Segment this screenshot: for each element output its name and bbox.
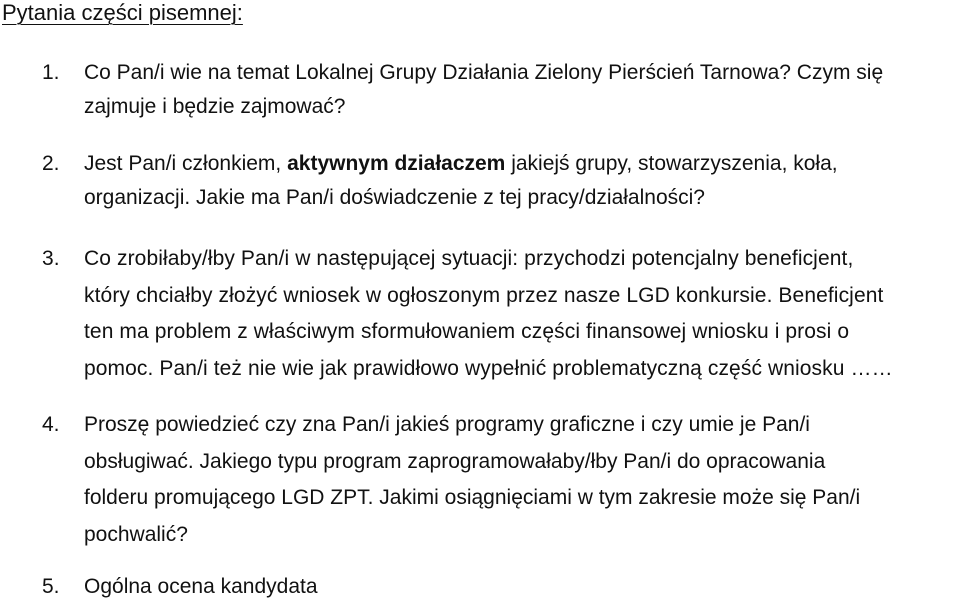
question-number: 1. xyxy=(42,61,60,84)
page-heading: Pytania części pisemnej: xyxy=(2,0,243,25)
question-text-segment: Jest Pan/i członkiem, xyxy=(84,152,288,175)
question-2 xyxy=(42,147,838,215)
question-text-line: pochwalić? xyxy=(84,522,188,546)
question-text-line: Ogólna ocena kandydata xyxy=(84,575,318,598)
question-text-line xyxy=(42,147,838,181)
question-text-line: który chciałby złożyć wniosek w ogłoszonym przez nasze LGD konkursie. Beneficjent xyxy=(84,283,884,307)
question-text-bold: aktywnym działaczem xyxy=(287,152,506,175)
question-text-line: zajmuje i będzie zajmować? xyxy=(84,95,346,118)
question-text-line: Co zrobiłaby/łby Pan/i w następującej sytuacji: przychodzi potencjalny beneficjent, xyxy=(84,247,854,270)
question-text-line: obsługiwać. Jakiego typu program zaprogramowałaby/łby Pan/i do opracowania xyxy=(84,449,826,473)
question-text-line: folderu promującego LGD ZPT. Jakimi osiągnięciami w tym zakresie może się Pan/i xyxy=(84,486,861,509)
question-text-line: Co Pan/i wie na temat Lokalnej Grupy Działania Zielony Pierścień Tarnowa? Czym się xyxy=(84,61,884,84)
question-text-line: pomoc. Pan/i też nie wie jak prawidłowo wypełnić problematyczną część wniosku …… xyxy=(84,356,893,380)
question-number: 4. xyxy=(42,413,60,436)
question-number: 3. xyxy=(42,247,60,270)
question-3 xyxy=(42,241,893,387)
question-number: 5. xyxy=(42,575,60,598)
question-text-segment: jakiejś grupy, stowarzyszenia, koła, xyxy=(505,152,838,175)
question-number: 2. xyxy=(42,152,60,175)
question-text-line: Proszę powiedzieć czy zna Pan/i jakieś programy graficzne i czy umie je Pan/i xyxy=(84,413,810,436)
question-1 xyxy=(42,56,883,124)
question-4 xyxy=(42,407,860,553)
question-text-line: ten ma problem z właściwym sformułowaniem części finansowej wniosku i prosi o xyxy=(84,320,850,343)
question-text-line: organizacji. Jakie ma Pan/i doświadczenie z tej pracy/działalności? xyxy=(84,186,705,209)
